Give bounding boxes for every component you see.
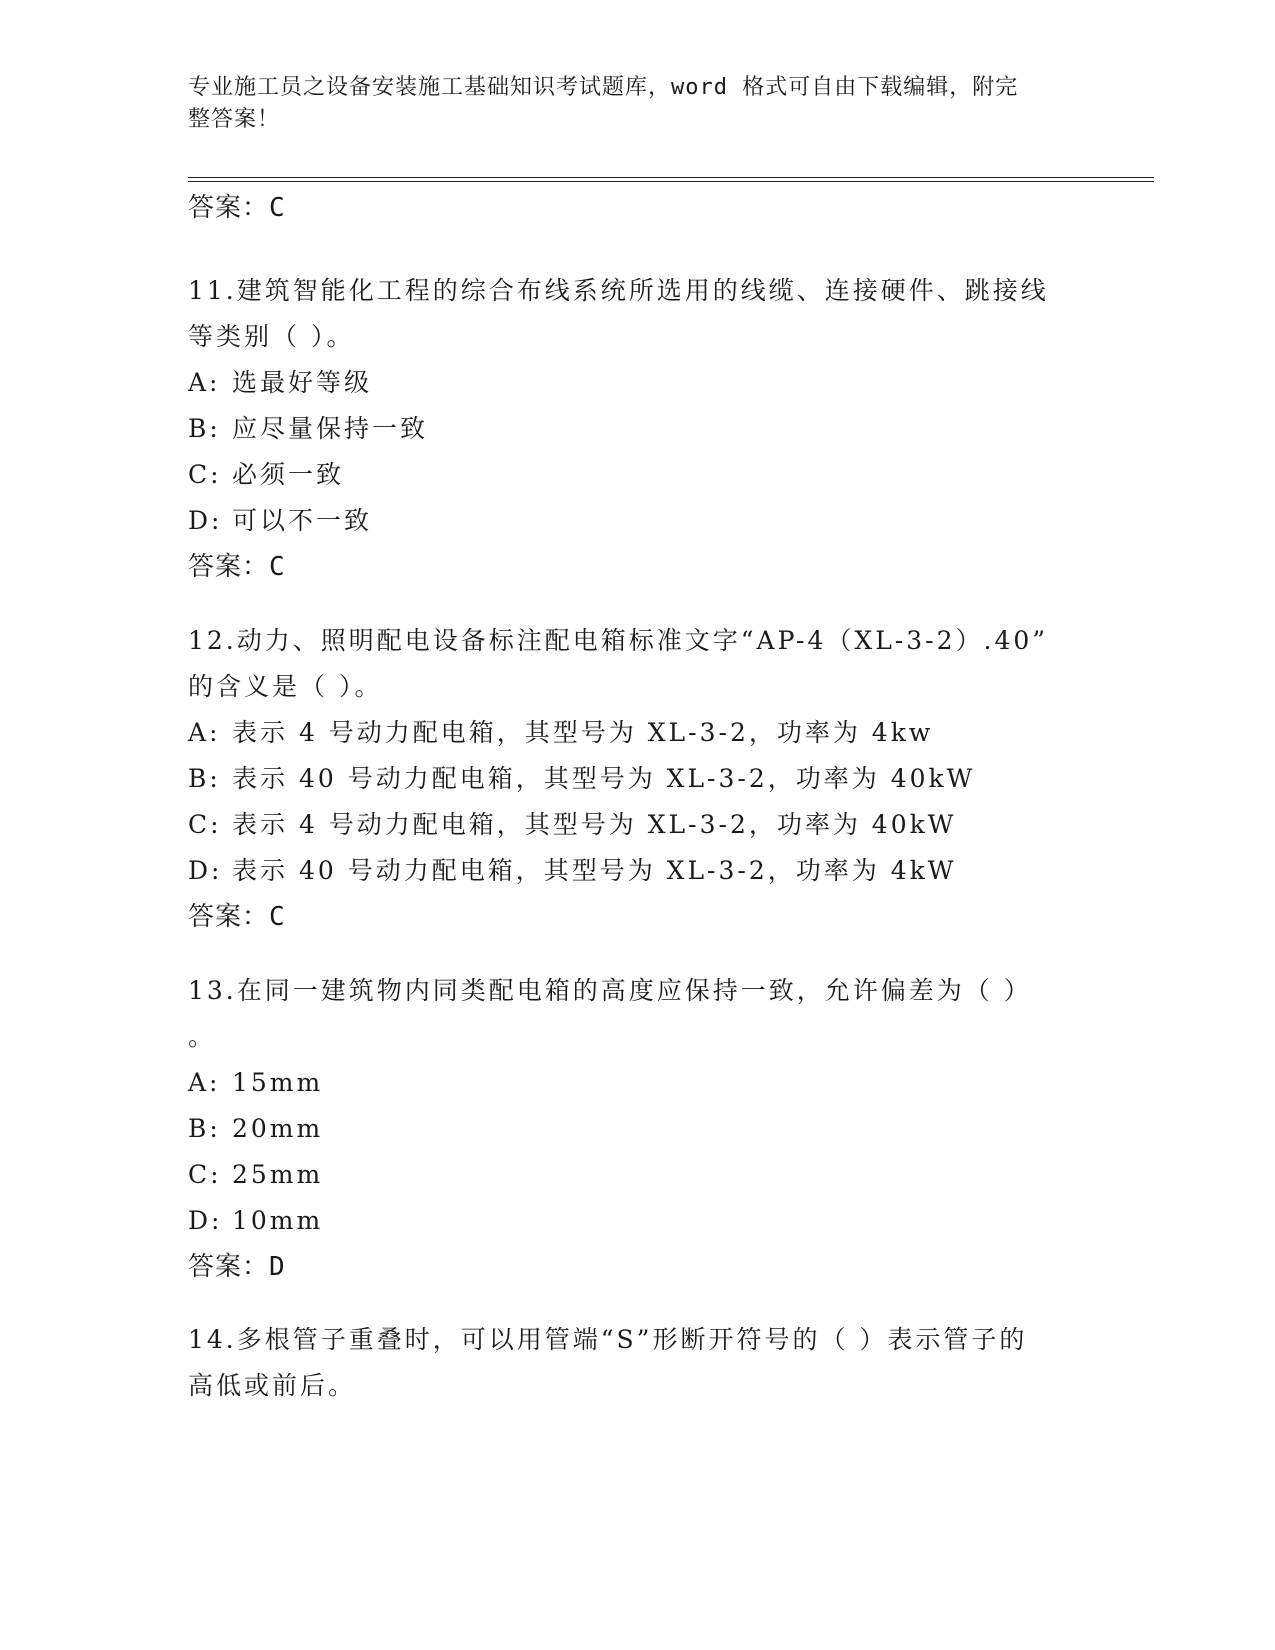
option-text: 可以不一致 [232, 506, 373, 535]
option-letter: D: [188, 1206, 223, 1235]
option-c [188, 802, 1148, 848]
question-text-line-2: 。 [188, 1022, 217, 1051]
question-text-line-1: 12.动力、照明配电设备标注配电箱标准文字“AP-4（XL-3-2）.40” [188, 626, 1049, 655]
option-b [188, 756, 1148, 802]
option-text: 25mm [232, 1160, 324, 1189]
option-a [188, 360, 1148, 406]
option-text: 表示 4 号动力配电箱，其型号为 XL-3-2，功率为 4kw [232, 718, 934, 747]
option-letter: B: [188, 414, 221, 443]
question-text [188, 268, 1088, 360]
question-text-line-2: 高低或前后。 [188, 1371, 357, 1400]
answer-line: 答案：D [188, 1252, 286, 1282]
option-d [188, 498, 1148, 544]
question-text [188, 618, 1088, 710]
previous-answer-block [188, 185, 1148, 231]
option-text: 应尽量保持一致 [232, 414, 429, 443]
option-text: 表示 40 号动力配电箱，其型号为 XL-3-2，功率为 40kW [232, 764, 976, 793]
answer-line: 答案：C [188, 193, 286, 223]
option-a [188, 1060, 1148, 1106]
option-letter: D: [188, 856, 223, 885]
option-a [188, 710, 1148, 756]
option-letter: A: [188, 718, 221, 747]
option-c [188, 452, 1148, 498]
page-header [188, 72, 1088, 136]
option-text: 表示 4 号动力配电箱，其型号为 XL-3-2，功率为 40kW [232, 810, 957, 839]
option-c [188, 1152, 1148, 1198]
question-text-line-1: 13.在同一建筑物内同类配电箱的高度应保持一致，允许偏差为（ ） [188, 976, 1032, 1005]
option-letter: A: [188, 1068, 221, 1097]
question-14 [188, 1317, 1148, 1409]
header-divider [188, 177, 1154, 182]
answer-line: 答案：C [188, 552, 286, 582]
question-text [188, 968, 1088, 1060]
option-text: 必须一致 [232, 460, 345, 489]
question-12 [188, 618, 1148, 940]
option-text: 15mm [232, 1068, 324, 1097]
option-text: 10mm [232, 1206, 324, 1235]
option-letter: D: [188, 506, 223, 535]
option-d [188, 1198, 1148, 1244]
option-text: 表示 40 号动力配电箱，其型号为 XL-3-2，功率为 4kW [232, 856, 957, 885]
option-letter: C: [188, 1160, 222, 1189]
option-text: 选最好等级 [232, 368, 373, 397]
option-letter: A: [188, 368, 221, 397]
question-text [188, 1317, 1088, 1409]
option-letter: B: [188, 764, 221, 793]
option-letter: C: [188, 460, 222, 489]
option-letter: C: [188, 810, 222, 839]
question-text-line-1: 14.多根管子重叠时，可以用管端“S”形断开符号的（ ）表示管子的 [188, 1325, 1028, 1354]
option-b [188, 1106, 1148, 1152]
option-text: 20mm [232, 1114, 324, 1143]
option-d [188, 848, 1148, 894]
question-11 [188, 268, 1148, 590]
question-13 [188, 968, 1148, 1290]
option-letter: B: [188, 1114, 221, 1143]
header-line-1: 专业施工员之设备安装施工基础知识考试题库，word 格式可自由下载编辑，附完 [188, 75, 1019, 100]
answer-line: 答案：C [188, 902, 286, 932]
header-line-2: 整答案！ [188, 107, 281, 132]
question-text-line-1: 11.建筑智能化工程的综合布线系统所选用的线缆、连接硬件、跳接线 [188, 276, 1049, 305]
question-text-line-2: 等类别（ ）。 [188, 322, 355, 351]
option-b [188, 406, 1148, 452]
question-text-line-2: 的含义是（ ）。 [188, 672, 383, 701]
